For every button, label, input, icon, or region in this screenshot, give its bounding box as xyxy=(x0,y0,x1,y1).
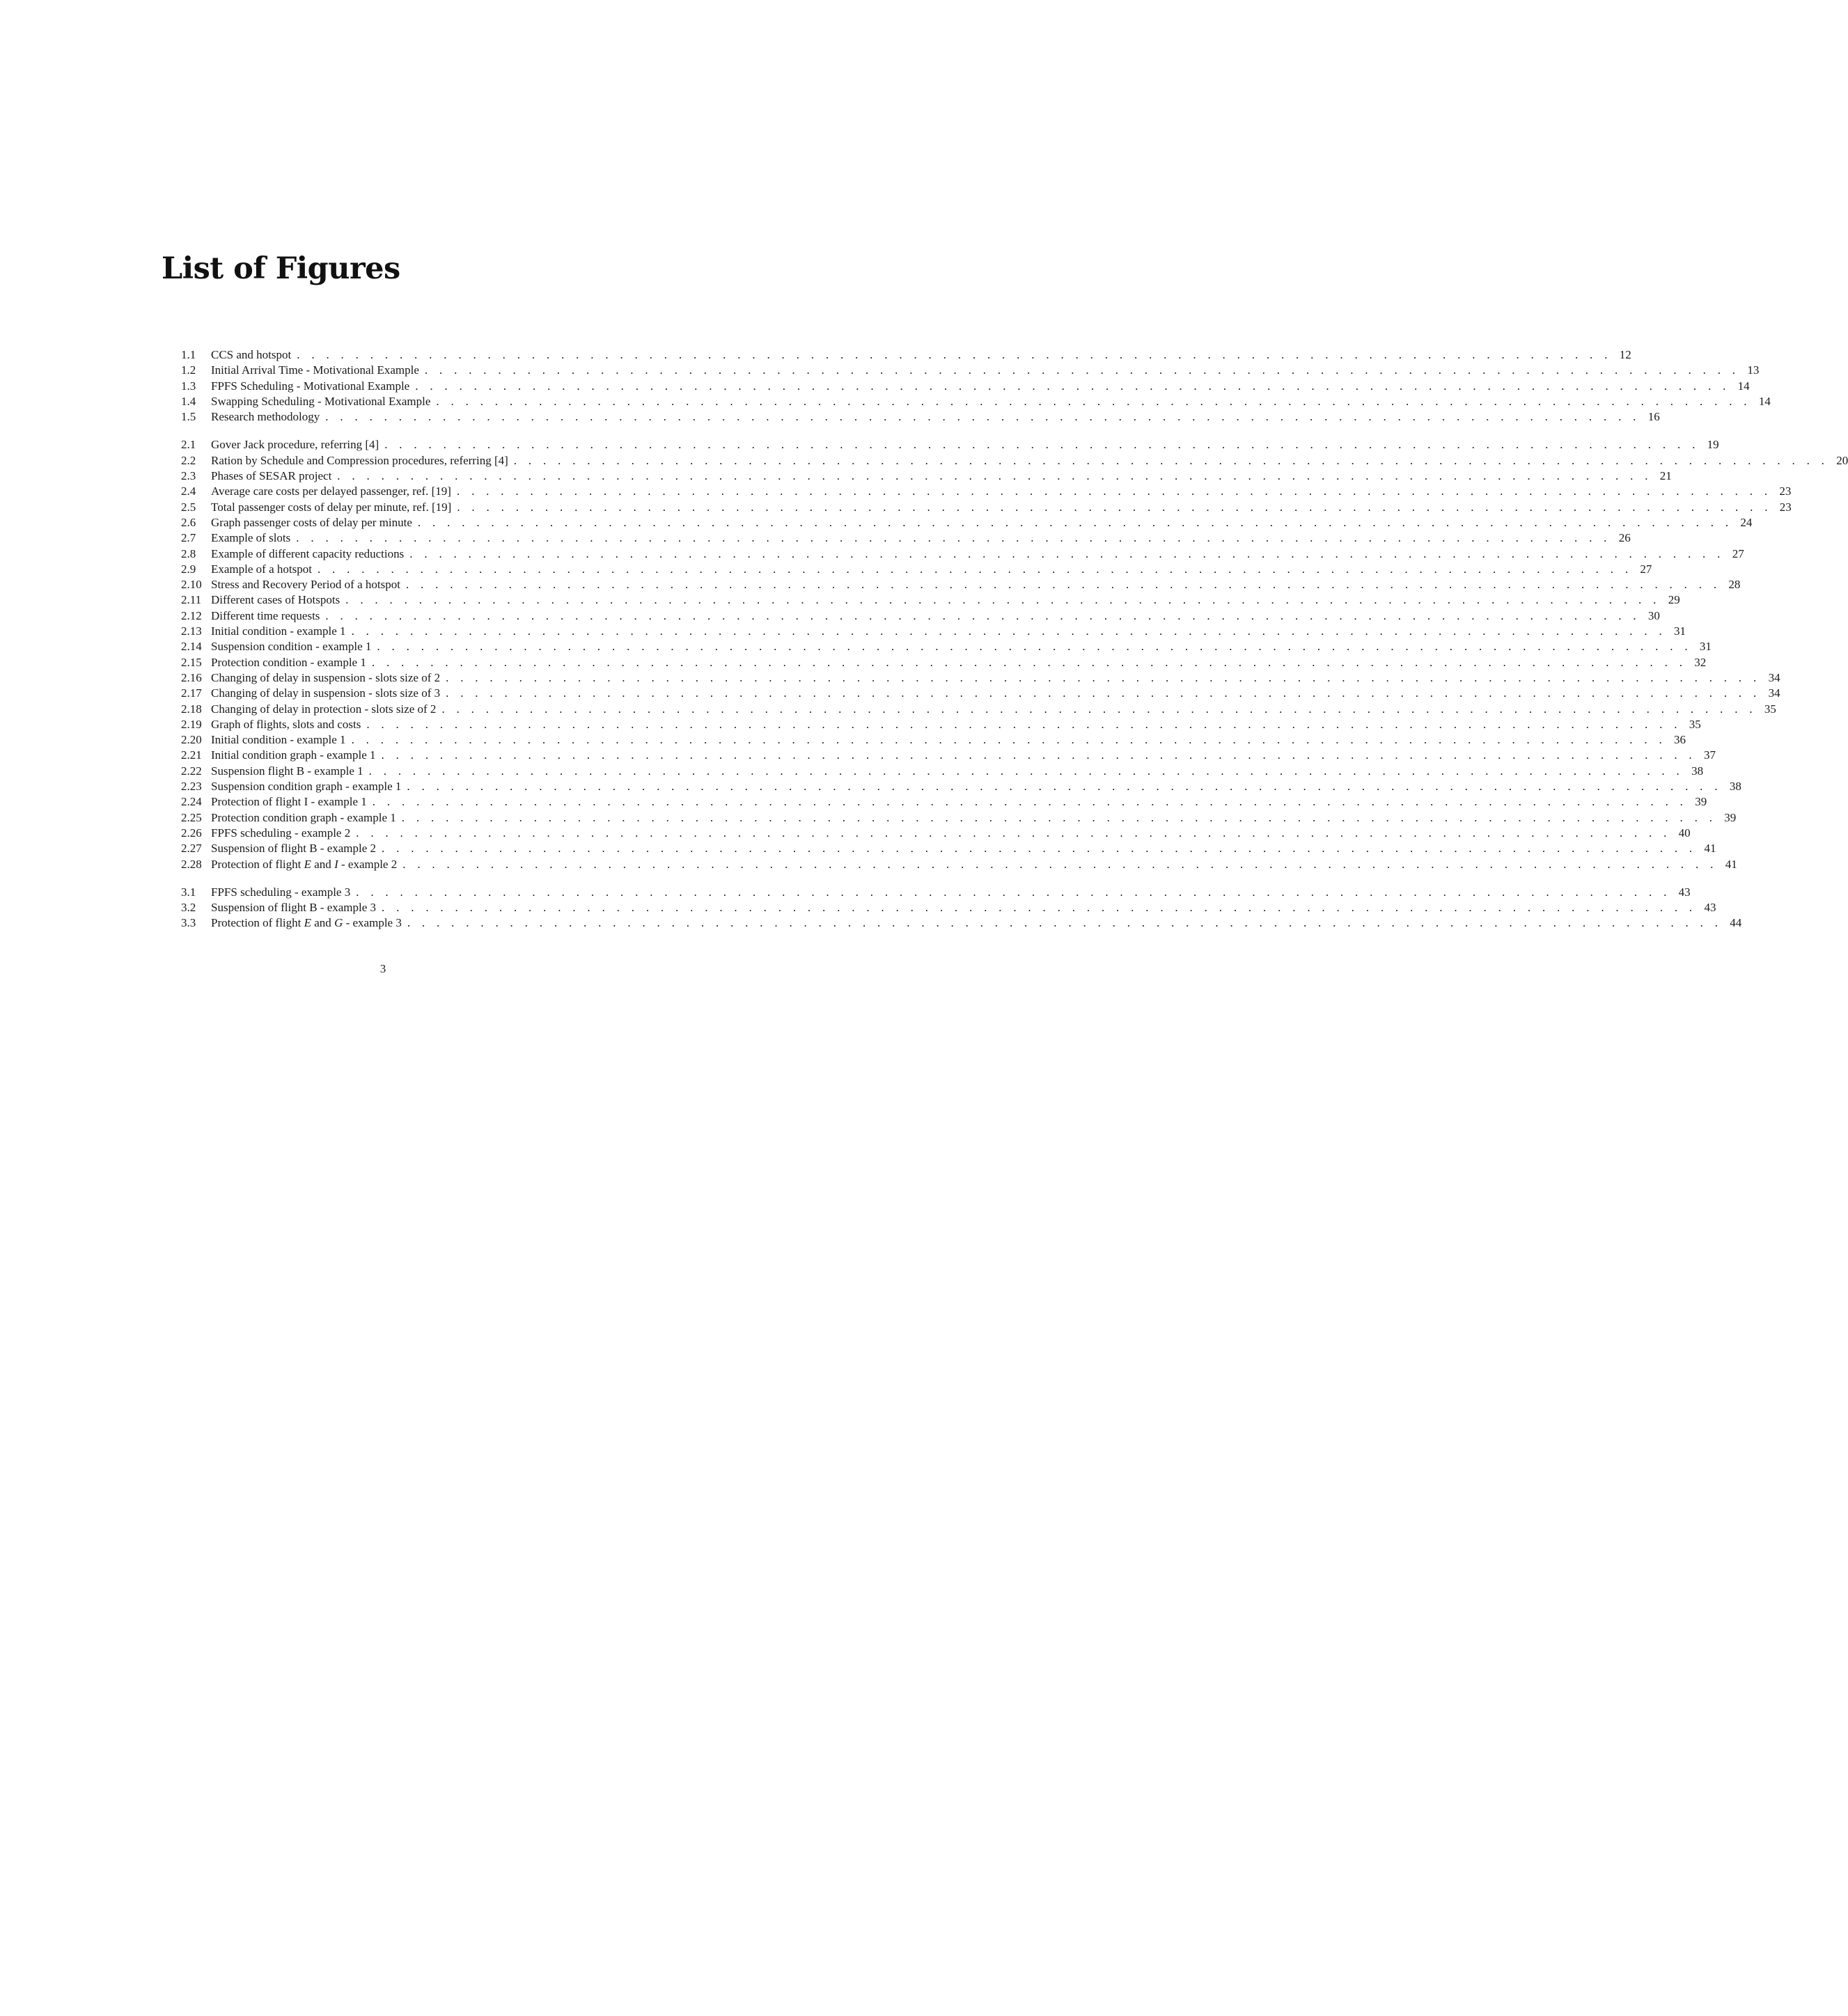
figure-group xyxy=(181,347,1771,425)
dot-leader: . . . . . . . . . . . . . . . . . . . . . . . . . . . . . . . . . . . . . . . . . . . . . . . . . . . . . . . . . . . . . . . . . . . . . . . . . . . . . . . . . . . . . . . . . . xyxy=(381,748,1696,762)
figure-title: FPFS scheduling - example 2 xyxy=(211,826,351,840)
dot-leader: . . . . . . . . . . . . . . . . . . . . . . . . . . . . . . . . . . . . . . . . . . . . . . . . . . . . . . . . . . . . . . . . . . . . . . . . . . . . . . . . . . . . . . . . . . xyxy=(382,901,1697,915)
dot-leader: . . . . . . . . . . . . . . . . . . . . . . . . . . . . . . . . . . . . . . . . . . . . . . . . . . . . . . . . . . . . . . . . . . . . . . . . . . . . . . . . . . . . . . . . . . xyxy=(424,363,1740,377)
figure-number: 2.21 xyxy=(181,748,202,762)
dot-leader: . . . . . . . . . . . . . . . . . . . . . . . . . . . . . . . . . . . . . . . . . . . . . . . . . . . . . . . . . . . . . . . . . . . . . . . . . . . . . . . . . . . . . . . . . . xyxy=(513,453,1829,467)
dot-leader: . . . . . . . . . . . . . . . . . . . . . . . . . . . . . . . . . . . . . . . . . . . . . . . . . . . . . . . . . . . . . . . . . . . . . . . . . . . . . . . . . . . . . . . . . . xyxy=(407,780,1722,794)
figure-title: Changing of delay in suspension - slots size of 2 xyxy=(211,670,441,684)
figure-page-number: 29 xyxy=(1668,593,1680,607)
figure-page-number: 44 xyxy=(1730,916,1742,930)
figure-entry[interactable] xyxy=(181,732,1686,748)
figure-entry[interactable] xyxy=(181,562,1652,577)
dot-leader: . . . . . . . . . . . . . . . . . . . . . . . . . . . . . . . . . . . . . . . . . . . . . . . . . . . . . . . . . . . . . . . . . . . . . . . . . . . . . . . . . . . . . . . . . . xyxy=(351,733,1667,747)
figure-number: 3.3 xyxy=(181,916,196,930)
figure-entry[interactable] xyxy=(181,624,1686,639)
figure-title-italic-part: G xyxy=(334,916,343,930)
figure-entry[interactable] xyxy=(181,686,1780,701)
figure-number: 2.6 xyxy=(181,515,196,529)
figure-page-number: 32 xyxy=(1694,655,1707,669)
figure-entry[interactable] xyxy=(181,530,1631,546)
page-number: 3 xyxy=(379,962,386,975)
figure-entry[interactable] xyxy=(181,857,1737,872)
figure-title: CCS and hotspot xyxy=(211,348,292,361)
figure-number: 2.3 xyxy=(181,469,196,483)
figure-entry[interactable] xyxy=(181,437,1719,452)
figure-entry[interactable] xyxy=(181,794,1707,810)
figure-page-number: 35 xyxy=(1689,717,1701,731)
figure-entry[interactable] xyxy=(181,826,1691,841)
dot-leader: . . . . . . . . . . . . . . . . . . . . . . . . . . . . . . . . . . . . . . . . . . . . . . . . . . . . . . . . . . . . . . . . . . . . . . . . . . . . . . . . . . . . . . . . . . xyxy=(297,348,1612,361)
figure-number: 1.4 xyxy=(181,394,196,408)
figure-group xyxy=(181,437,1848,872)
figure-page-number: 14 xyxy=(1758,394,1771,408)
figure-entry[interactable] xyxy=(181,670,1780,686)
figure-title: Changing of delay in protection - slots size of 2 xyxy=(211,702,437,716)
figure-number: 2.1 xyxy=(181,438,196,452)
figure-entry[interactable] xyxy=(181,577,1741,592)
figure-title xyxy=(211,915,402,931)
figure-title xyxy=(211,857,397,872)
figure-title: Different cases of Hotspots xyxy=(211,593,340,607)
dot-leader: . . . . . . . . . . . . . . . . . . . . . . . . . . . . . . . . . . . . . . . . . . . . . . . . . . . . . . . . . . . . . . . . . . . . . . . . . . . . . . . . . . . . . . . . . . xyxy=(371,655,1687,669)
figure-page-number: 41 xyxy=(1725,857,1737,871)
dot-leader: . . . . . . . . . . . . . . . . . . . . . . . . . . . . . . . . . . . . . . . . . . . . . . . . . . . . . . . . . . . . . . . . . . . . . . . . . . . . . . . . . . . . . . . . . . xyxy=(356,885,1671,899)
figure-entry[interactable] xyxy=(181,608,1660,624)
figure-number: 2.8 xyxy=(181,546,196,560)
dot-leader: . . . . . . . . . . . . . . . . . . . . . . . . . . . . . . . . . . . . . . . . . . . . . . . . . . . . . . . . . . . . . . . . . . . . . . . . . . . . . . . . . . . . . . . . . . xyxy=(446,686,1761,700)
figure-page-number: 38 xyxy=(1729,780,1741,794)
figure-entry[interactable] xyxy=(181,702,1776,717)
figure-title-part: - example 3 xyxy=(343,916,402,930)
figure-page-number: 36 xyxy=(1674,733,1686,747)
figure-title: FPFS scheduling - example 3 xyxy=(211,885,351,899)
figure-entry[interactable] xyxy=(181,394,1771,409)
dot-leader: . . . . . . . . . . . . . . . . . . . . . . . . . . . . . . . . . . . . . . . . . . . . . . . . . . . . . . . . . . . . . . . . . . . . . . . . . . . . . . . . . . . . . . . . . . xyxy=(351,624,1667,638)
dot-leader: . . . . . . . . . . . . . . . . . . . . . . . . . . . . . . . . . . . . . . . . . . . . . . . . . . . . . . . . . . . . . . . . . . . . . . . . . . . . . . . . . . . . . . . . . . xyxy=(401,810,1717,824)
figure-page-number: 41 xyxy=(1704,842,1716,856)
figure-title-part: Protection of flight xyxy=(211,857,304,871)
figure-title: Protection of flight I - example 1 xyxy=(211,795,367,809)
figure-number: 1.2 xyxy=(181,363,196,377)
figure-title: Suspension of flight B - example 3 xyxy=(211,901,377,915)
dot-leader: . . . . . . . . . . . . . . . . . . . . . . . . . . . . . . . . . . . . . . . . . . . . . . . . . . . . . . . . . . . . . . . . . . . . . . . . . . . . . . . . . . . . . . . . . . xyxy=(317,562,1633,576)
figure-number: 2.19 xyxy=(181,717,202,731)
dot-leader: . . . . . . . . . . . . . . . . . . . . . . . . . . . . . . . . . . . . . . . . . . . . . . . . . . . . . . . . . . . . . . . . . . . . . . . . . . . . . . . . . . . . . . . . . . xyxy=(436,394,1751,408)
figure-page-number: 20 xyxy=(1836,453,1848,467)
figure-page-number: 38 xyxy=(1691,764,1704,778)
figure-number: 2.5 xyxy=(181,500,196,514)
figure-entry[interactable] xyxy=(181,484,1792,499)
dot-leader: . . . . . . . . . . . . . . . . . . . . . . . . . . . . . . . . . . . . . . . . . . . . . . . . . . . . . . . . . . . . . . . . . . . . . . . . . . . . . . . . . . . . . . . . . . xyxy=(456,485,1772,498)
dot-leader: . . . . . . . . . . . . . . . . . . . . . . . . . . . . . . . . . . . . . . . . . . . . . . . . . . . . . . . . . . . . . . . . . . . . . . . . . . . . . . . . . . . . . . . . . . xyxy=(457,500,1772,514)
figure-number: 2.7 xyxy=(181,531,196,545)
figure-entry[interactable] xyxy=(181,546,1744,562)
figure-number: 3.1 xyxy=(181,885,196,899)
figure-number: 2.10 xyxy=(181,578,202,592)
figure-page-number: 27 xyxy=(1640,562,1652,576)
figure-entry[interactable] xyxy=(181,453,1848,468)
figure-title: Phases of SESAR project xyxy=(211,469,332,483)
figure-entry[interactable] xyxy=(181,810,1737,826)
page-title: List of Figures xyxy=(162,251,400,286)
figure-entry[interactable] xyxy=(181,655,1707,670)
figure-title: Initial Arrival Time - Motivational Example xyxy=(211,363,419,377)
figure-title: Changing of delay in suspension - slots size of 3 xyxy=(211,686,441,700)
figure-page-number: 34 xyxy=(1768,686,1780,700)
dot-leader: . . . . . . . . . . . . . . . . . . . . . . . . . . . . . . . . . . . . . . . . . . . . . . . . . . . . . . . . . . . . . . . . . . . . . . . . . . . . . . . . . . . . . . . . . . xyxy=(372,795,1688,809)
figure-entry[interactable] xyxy=(181,779,1741,794)
dot-leader: . . . . . . . . . . . . . . . . . . . . . . . . . . . . . . . . . . . . . . . . . . . . . . . . . . . . . . . . . . . . . . . . . . . . . . . . . . . . . . . . . . . . . . . . . . xyxy=(366,717,1682,731)
dot-leader: . . . . . . . . . . . . . . . . . . . . . . . . . . . . . . . . . . . . . . . . . . . . . . . . . . . . . . . . . . . . . . . . . . . . . . . . . . . . . . . . . . . . . . . . . . xyxy=(345,593,1661,607)
figure-title: Average care costs per delayed passenger, ref. [19] xyxy=(211,485,451,498)
dot-leader: . . . . . . . . . . . . . . . . . . . . . . . . . . . . . . . . . . . . . . . . . . . . . . . . . . . . . . . . . . . . . . . . . . . . . . . . . . . . . . . . . . . . . . . . . . xyxy=(296,531,1611,545)
figure-page-number: 34 xyxy=(1768,670,1780,684)
figure-number: 2.2 xyxy=(181,453,196,467)
figure-number: 3.2 xyxy=(181,901,196,915)
figure-number: 2.24 xyxy=(181,795,202,809)
figure-number: 2.27 xyxy=(181,842,202,856)
figure-page-number: 23 xyxy=(1779,500,1792,514)
figure-page-number: 27 xyxy=(1732,546,1744,560)
figure-title-italic-part: E xyxy=(304,916,312,930)
figure-page-number: 21 xyxy=(1659,469,1672,483)
figure-title: Ration by Schedule and Compression procedures, referring [4] xyxy=(211,453,508,467)
figure-page-number: 19 xyxy=(1707,438,1719,452)
figure-number: 1.1 xyxy=(181,348,196,361)
figure-entry[interactable] xyxy=(181,379,1750,394)
figure-page-number: 26 xyxy=(1618,531,1631,545)
dot-leader: . . . . . . . . . . . . . . . . . . . . . . . . . . . . . . . . . . . . . . . . . . . . . . . . . . . . . . . . . . . . . . . . . . . . . . . . . . . . . . . . . . . . . . . . . . xyxy=(409,546,1725,560)
figure-title: Stress and Recovery Period of a hotspot xyxy=(211,578,400,592)
dot-leader: . . . . . . . . . . . . . . . . . . . . . . . . . . . . . . . . . . . . . . . . . . . . . . . . . . . . . . . . . . . . . . . . . . . . . . . . . . . . . . . . . . . . . . . . . . xyxy=(356,826,1671,840)
dot-leader: . . . . . . . . . . . . . . . . . . . . . . . . . . . . . . . . . . . . . . . . . . . . . . . . . . . . . . . . . . . . . . . . . . . . . . . . . . . . . . . . . . . . . . . . . . xyxy=(415,379,1730,393)
figure-number: 2.11 xyxy=(181,593,202,607)
figure-title-part: - example 2 xyxy=(338,857,398,871)
figure-page-number: 43 xyxy=(1704,901,1716,915)
figure-title: Suspension of flight B - example 2 xyxy=(211,842,377,856)
figure-number: 2.20 xyxy=(181,733,202,747)
figure-page-number: 35 xyxy=(1764,702,1776,716)
figure-number: 2.22 xyxy=(181,764,202,778)
figure-title: Graph passenger costs of delay per minute xyxy=(211,515,412,529)
figure-number: 2.18 xyxy=(181,702,202,716)
figure-number: 1.3 xyxy=(181,379,196,393)
dot-leader: . . . . . . . . . . . . . . . . . . . . . . . . . . . . . . . . . . . . . . . . . . . . . . . . . . . . . . . . . . . . . . . . . . . . . . . . . . . . . . . . . . . . . . . . . . xyxy=(446,670,1761,684)
figure-title: Initial condition - example 1 xyxy=(211,733,346,747)
figure-entry[interactable] xyxy=(181,841,1716,856)
figure-page-number: 31 xyxy=(1674,624,1686,638)
figure-number: 2.17 xyxy=(181,686,202,700)
figure-title-part: and xyxy=(311,857,335,871)
figure-entry[interactable] xyxy=(181,639,1712,654)
figure-entry[interactable] xyxy=(181,347,1631,363)
dot-leader: . . . . . . . . . . . . . . . . . . . . . . . . . . . . . . . . . . . . . . . . . . . . . . . . . . . . . . . . . . . . . . . . . . . . . . . . . . . . . . . . . . . . . . . . . . xyxy=(325,410,1641,424)
list-of-figures xyxy=(181,347,1848,931)
figure-entry[interactable] xyxy=(181,764,1704,779)
figure-number: 2.25 xyxy=(181,810,202,824)
dot-leader: . . . . . . . . . . . . . . . . . . . . . . . . . . . . . . . . . . . . . . . . . . . . . . . . . . . . . . . . . . . . . . . . . . . . . . . . . . . . . . . . . . . . . . . . . . xyxy=(382,842,1697,856)
figure-title: Graph of flights, slots and costs xyxy=(211,717,361,731)
figure-page-number: 31 xyxy=(1699,640,1712,654)
dot-leader: . . . . . . . . . . . . . . . . . . . . . . . . . . . . . . . . . . . . . . . . . . . . . . . . . . . . . . . . . . . . . . . . . . . . . . . . . . . . . . . . . . . . . . . . . . xyxy=(441,702,1757,716)
figure-entry[interactable] xyxy=(181,900,1716,915)
figure-page-number: 39 xyxy=(1695,795,1707,809)
figure-title-part: Protection of flight xyxy=(211,916,304,930)
figure-number: 2.9 xyxy=(181,562,196,576)
figure-title: Example of different capacity reductions xyxy=(211,546,405,560)
dot-leader: . . . . . . . . . . . . . . . . . . . . . . . . . . . . . . . . . . . . . . . . . . . . . . . . . . . . . . . . . . . . . . . . . . . . . . . . . . . . . . . . . . . . . . . . . . xyxy=(417,515,1733,529)
figure-page-number: 37 xyxy=(1703,748,1716,762)
figure-page-number: 23 xyxy=(1779,485,1792,498)
figure-title: Suspension condition graph - example 1 xyxy=(211,780,402,794)
dot-leader: . . . . . . . . . . . . . . . . . . . . . . . . . . . . . . . . . . . . . . . . . . . . . . . . . . . . . . . . . . . . . . . . . . . . . . . . . . . . . . . . . . . . . . . . . . xyxy=(402,857,1718,871)
figure-title: FPFS Scheduling - Motivational Example xyxy=(211,379,410,393)
figure-title: Protection condition - example 1 xyxy=(211,655,366,669)
figure-title-italic-part: E xyxy=(304,857,312,871)
figure-title: Swapping Scheduling - Motivational Example xyxy=(211,394,431,408)
figure-page-number: 13 xyxy=(1747,363,1760,377)
figure-entry[interactable] xyxy=(181,885,1691,900)
figure-number: 2.13 xyxy=(181,624,202,638)
figure-entry[interactable] xyxy=(181,915,1742,931)
figure-page-number: 28 xyxy=(1728,578,1741,592)
figure-page-number: 40 xyxy=(1678,826,1691,840)
figure-entry[interactable] xyxy=(181,592,1680,608)
dot-leader: . . . . . . . . . . . . . . . . . . . . . . . . . . . . . . . . . . . . . . . . . . . . . . . . . . . . . . . . . . . . . . . . . . . . . . . . . . . . . . . . . . . . . . . . . . xyxy=(368,764,1684,778)
figure-title: Suspension flight B - example 1 xyxy=(211,764,363,778)
figure-number: 2.28 xyxy=(181,857,202,871)
dot-leader: . . . . . . . . . . . . . . . . . . . . . . . . . . . . . . . . . . . . . . . . . . . . . . . . . . . . . . . . . . . . . . . . . . . . . . . . . . . . . . . . . . . . . . . . . . xyxy=(377,640,1692,654)
figure-title: Protection condition graph - example 1 xyxy=(211,810,396,824)
figure-number: 2.16 xyxy=(181,670,202,684)
figure-entry[interactable] xyxy=(181,500,1792,515)
figure-page-number: 14 xyxy=(1737,379,1750,393)
figure-title: Research methodology xyxy=(211,410,320,424)
figure-page-number: 39 xyxy=(1724,810,1737,824)
figure-number: 2.26 xyxy=(181,826,202,840)
dot-leader: . . . . . . . . . . . . . . . . . . . . . . . . . . . . . . . . . . . . . . . . . . . . . . . . . . . . . . . . . . . . . . . . . . . . . . . . . . . . . . . . . . . . . . . . . . xyxy=(384,438,1700,452)
figure-entry[interactable] xyxy=(181,468,1672,484)
figure-page-number: 43 xyxy=(1678,885,1691,899)
figure-number: 2.14 xyxy=(181,640,202,654)
figure-entry[interactable] xyxy=(181,409,1660,425)
figure-entry[interactable] xyxy=(181,748,1716,763)
figure-group xyxy=(181,885,1742,931)
figure-page-number: 30 xyxy=(1647,608,1660,622)
figure-entry[interactable] xyxy=(181,515,1753,530)
figure-title-italic-part: I xyxy=(334,857,338,871)
figure-page-number: 24 xyxy=(1740,515,1753,529)
figure-title: Example of slots xyxy=(211,531,291,545)
figure-number: 1.5 xyxy=(181,410,196,424)
figure-title: Gover Jack procedure, referring [4] xyxy=(211,438,379,452)
figure-page-number: 12 xyxy=(1619,348,1631,361)
figure-title-part: and xyxy=(311,916,335,930)
figure-number: 2.4 xyxy=(181,485,196,498)
dot-leader: . . . . . . . . . . . . . . . . . . . . . . . . . . . . . . . . . . . . . . . . . . . . . . . . . . . . . . . . . . . . . . . . . . . . . . . . . . . . . . . . . . . . . . . . . . xyxy=(337,469,1652,483)
figure-title: Suspension condition - example 1 xyxy=(211,640,372,654)
figure-entry[interactable] xyxy=(181,717,1701,732)
dot-leader: . . . . . . . . . . . . . . . . . . . . . . . . . . . . . . . . . . . . . . . . . . . . . . . . . . . . . . . . . . . . . . . . . . . . . . . . . . . . . . . . . . . . . . . . . . xyxy=(407,916,1723,930)
figure-number: 2.23 xyxy=(181,780,202,794)
figure-number: 2.15 xyxy=(181,655,202,669)
dot-leader: . . . . . . . . . . . . . . . . . . . . . . . . . . . . . . . . . . . . . . . . . . . . . . . . . . . . . . . . . . . . . . . . . . . . . . . . . . . . . . . . . . . . . . . . . . xyxy=(405,578,1721,592)
dot-leader: . . . . . . . . . . . . . . . . . . . . . . . . . . . . . . . . . . . . . . . . . . . . . . . . . . . . . . . . . . . . . . . . . . . . . . . . . . . . . . . . . . . . . . . . . . xyxy=(325,608,1641,622)
figure-title: Initial condition - example 1 xyxy=(211,624,346,638)
figure-title: Different time requests xyxy=(211,608,320,622)
figure-title: Example of a hotspot xyxy=(211,562,312,576)
figure-entry[interactable] xyxy=(181,363,1760,378)
figure-number: 2.12 xyxy=(181,608,202,622)
figure-title: Total passenger costs of delay per minute, ref. [19] xyxy=(211,500,452,514)
figure-page-number: 16 xyxy=(1647,410,1660,424)
figure-title: Initial condition graph - example 1 xyxy=(211,748,376,762)
